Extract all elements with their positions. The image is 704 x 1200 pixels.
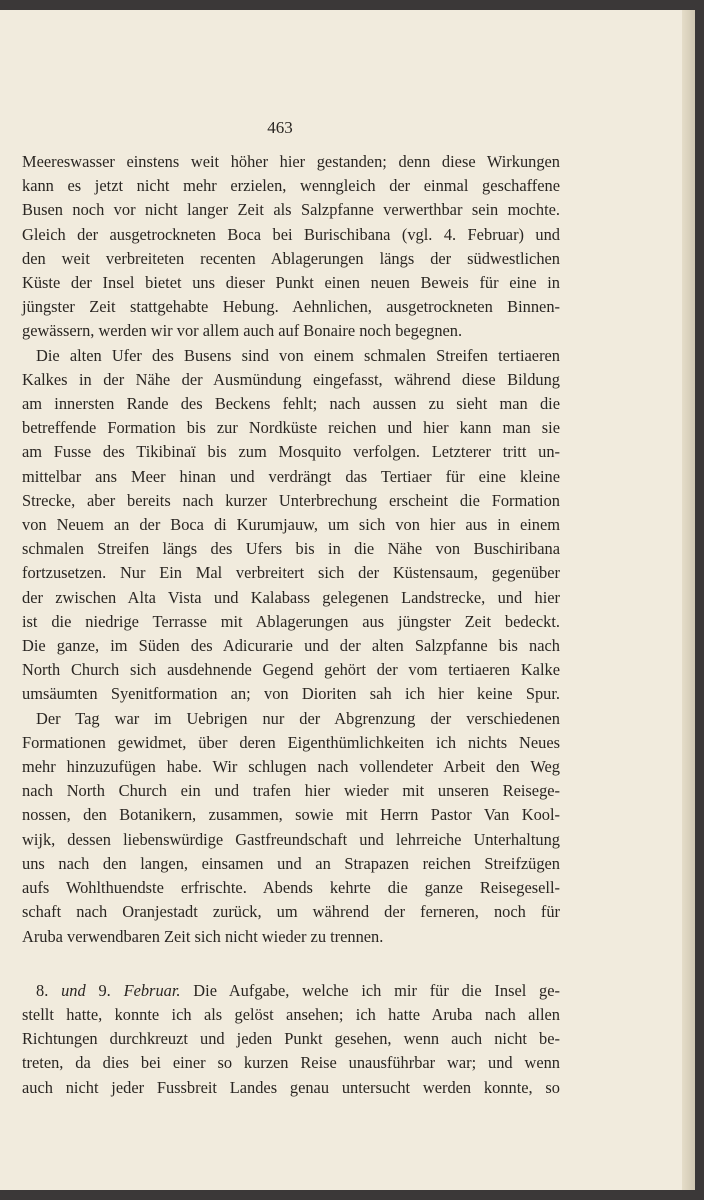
text-line: Gleich der ausgetrockneten Boca bei Burischibana (vgl. 4. Februar) und [22,224,560,244]
text-line: uns nach den langen, einsamen und an Strapazen reichen Streifzügen [22,853,560,873]
text-line: mittelbar ans Meer hinan und verdrängt das Tertiaer für eine kleine [22,466,560,486]
text-line: aufs Wohlthuendste erfrischte. Abends kehrte die ganze Reisegesell- [22,878,560,898]
text-line: Formationen gewidmet, über deren Eigenthümlichkeiten ich nichts Neues [22,732,560,752]
text-line: Die alten Ufer des Busens sind von einem schmalen Streifen tertiaeren [36,345,560,365]
text-line: kann es jetzt nicht mehr erzielen, wenngleich der einmal geschaffene [22,176,560,196]
paragraph-dated [22,979,560,1100]
date-month: Februar. [123,980,181,1000]
text-line: fortzusetzen. Nur Ein Mal verbreitert sich der Küstensaum, gegenüber [22,563,560,583]
date-prefix: 8. [36,980,49,1000]
text-line: von Neuem an der Boca di Kurumjauw, um sich von hier aus in einem [22,515,560,535]
page-number: 463 [267,118,293,137]
first-line-rest: Die Aufgabe, welche ich mir für die Insel ge- [193,980,560,1000]
text-line: Aruba verwendbaren Zeit sich nicht wieder zu trennen. [22,926,384,946]
text-line: der zwischen Alta Vista und Kalabass gelegenen Landstrecke, und hier [22,587,560,607]
text-line: Meereswasser einstens weit höher hier gestanden; denn diese Wirkungen [22,152,560,171]
text-line: auch nicht jeder Fussbreit Landes genau untersucht werden konnte, so [22,1077,560,1097]
text-line: North Church sich ausdehnende Gegend gehört der vom tertiaeren Kalke [22,660,560,680]
text-line: Busen noch vor nicht langer Zeit als Salzpfanne verwerthbar sein mochte. [22,200,560,220]
text-line: schaft nach Oranjestadt zurück, um während der ferneren, noch für [22,902,560,922]
text-line: schmalen Streifen längs des Ufers bis in die Nähe von Buschiribana [22,539,560,559]
text-line: Strecke, aber bereits nach kurzer Unterbrechung erscheint die Formation [22,490,560,510]
text-line: ist die niedrige Terrasse mit Ablagerungen aus jüngster Zeit bedeckt. [22,611,560,631]
text-line: betreffende Formation bis zur Nordküste reichen und hier kann man sie [22,418,560,438]
text-line: am innersten Rande des Beckens fehlt; nach aussen zu sieht man die [22,394,560,414]
text-line: gewässern, werden wir vor allem auch auf Bonaire noch begegnen. [22,321,463,341]
text-line: mehr hinzuzufügen habe. Wir schlugen nach vollendeter Arbeit den Weg [22,757,560,777]
text-line: Küste der Insel bietet uns dieser Punkt einen neuen Beweis für eine in [22,273,560,293]
text-line: am Fusse des Tikibinaï bis zum Mosquito verfolgen. Letzterer tritt un- [22,442,560,462]
text-line [22,979,560,1003]
text-line: nach North Church ein und trafen hier wieder mit unseren Reisege- [22,781,560,801]
paragraph-3 [22,707,560,949]
paragraph-1 [22,150,560,344]
text-line: den weit verbreiteten recenten Ablagerungen längs der südwestlichen [22,248,560,268]
date-day: 9. [98,980,111,1000]
text-line: Der Tag war im Uebrigen nur der Abgrenzung der verschiedenen [36,708,560,728]
page-edge [682,10,695,1190]
body-text [22,150,560,1100]
text-line: Kalkes in der Nähe der Ausmündung eingefasst, während diese Bildung [22,369,560,389]
text-line: jüngster Zeit stattgehabte Hebung. Aehnlichen, ausgetrockneten Binnen- [22,297,560,317]
text-line: nossen, den Botanikern, zusammen, sowie mit Herrn Pastor Van Kool- [22,805,560,825]
text-line: stellt hatte, konnte ich als gelöst ansehen; ich hatte Aruba nach allen [22,1004,560,1024]
text-line: treten, da dies bei einer so kurzen Reise unausführbar war; und wenn [22,1053,560,1073]
section-gap [22,949,560,979]
paragraph-2 [22,344,560,707]
text-line: wijk, dessen liebenswürdige Gastfreundschaft und lehrreiche Unterhaltung [22,829,560,849]
text-line: Richtungen durchkreuzt und jeden Punkt gesehen, wenn auch nicht be- [22,1029,560,1049]
text-line: Die ganze, im Süden des Adicurarie und der alten Salzpfanne bis nach [22,636,560,656]
text-line: umsäumten Syenitformation an; von Dioriten sah ich hier keine Spur. [22,684,560,704]
date-und: und [61,980,86,1000]
